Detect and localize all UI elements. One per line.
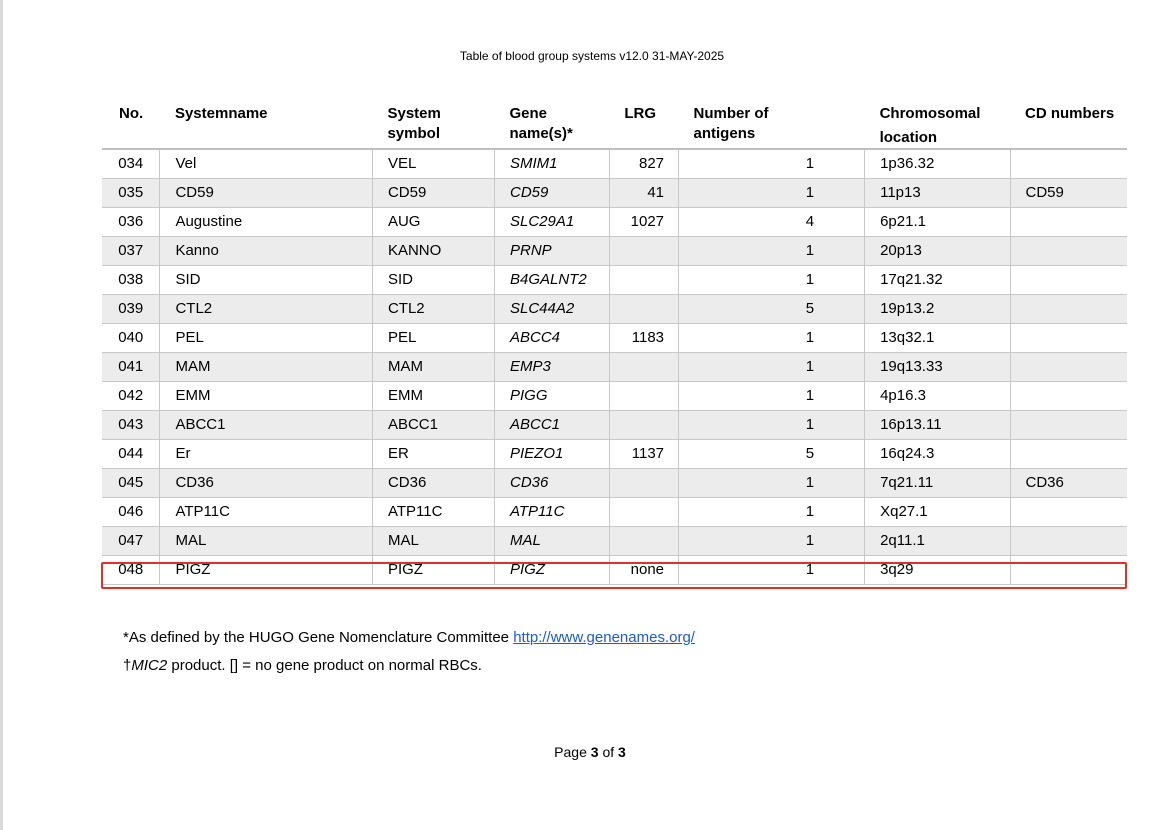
cell-gene-name: PIGG	[494, 381, 609, 410]
cell-systemname: EMM	[160, 381, 373, 410]
cell-no: 040	[102, 323, 160, 352]
table-row	[102, 236, 1127, 265]
cell-cd-number	[1010, 207, 1127, 236]
cell-cd-number	[1010, 149, 1127, 178]
cell-no: 041	[102, 352, 160, 381]
cell-antigens: 5	[679, 439, 865, 468]
cell-gene-name: ATP11C	[494, 497, 609, 526]
col-header-cd-numbers: CD numbers	[1010, 95, 1127, 149]
cell-no: 044	[102, 439, 160, 468]
cell-chromosomal-location: 19p13.2	[865, 294, 1010, 323]
cell-system-symbol: CTL2	[372, 294, 494, 323]
cell-no: 034	[102, 149, 160, 178]
cell-no: 036	[102, 207, 160, 236]
cell-antigens: 1	[679, 323, 865, 352]
cell-systemname: PEL	[160, 323, 373, 352]
cell-no: 039	[102, 294, 160, 323]
table-row	[102, 149, 1127, 178]
cell-cd-number	[1010, 410, 1127, 439]
cell-antigens: 5	[679, 294, 865, 323]
cell-antigens: 1	[679, 236, 865, 265]
cell-gene-name: SLC29A1	[494, 207, 609, 236]
cell-system-symbol: MAM	[372, 352, 494, 381]
cell-antigens: 1	[679, 497, 865, 526]
cell-antigens: 1	[679, 352, 865, 381]
cell-system-symbol: ABCC1	[372, 410, 494, 439]
page-current: 3	[590, 744, 599, 760]
table-row	[102, 497, 1127, 526]
cell-chromosomal-location: 3q29	[865, 555, 1010, 584]
table-row	[102, 352, 1127, 381]
cell-no: 047	[102, 526, 160, 555]
cell-cd-number: CD36	[1010, 468, 1127, 497]
cell-gene-name: PIGZ	[494, 555, 609, 584]
cell-gene-name: ABCC4	[494, 323, 609, 352]
cell-system-symbol: PIGZ	[372, 555, 494, 584]
cell-lrg: 1183	[609, 323, 678, 352]
cell-cd-number	[1010, 265, 1127, 294]
cell-gene-name: ABCC1	[494, 410, 609, 439]
page-edge	[0, 0, 3, 830]
genenames-link[interactable]: http://www.genenames.org/	[513, 629, 695, 646]
cell-antigens: 4	[679, 207, 865, 236]
cell-lrg	[609, 236, 678, 265]
cell-system-symbol: SID	[372, 265, 494, 294]
page-label: Page	[554, 744, 591, 760]
col-header-gene-names: Gene name(s)*	[494, 95, 609, 149]
cell-system-symbol: CD59	[372, 178, 494, 207]
cell-no: 045	[102, 468, 160, 497]
cell-cd-number	[1010, 439, 1127, 468]
cell-gene-name: PRNP	[494, 236, 609, 265]
cell-gene-name: CD59	[494, 178, 609, 207]
col-header-system-symbol: System symbol	[372, 95, 494, 149]
cell-lrg	[609, 381, 678, 410]
cell-cd-number	[1010, 236, 1127, 265]
col-header-systemname: Systemname	[160, 95, 373, 149]
footnote-hugo-text: *As defined by the HUGO Gene Nomenclature Committee	[123, 629, 514, 646]
cell-lrg	[609, 468, 678, 497]
table-row	[102, 410, 1127, 439]
cell-antigens: 1	[679, 265, 865, 294]
cell-lrg: 827	[609, 149, 678, 178]
cell-antigens: 1	[679, 178, 865, 207]
cell-systemname: Er	[160, 439, 373, 468]
footnote-mic2-text: product. [] = no gene product on normal RBCs.	[167, 657, 482, 674]
cell-system-symbol: VEL	[372, 149, 494, 178]
table-row	[102, 178, 1127, 207]
cell-gene-name: SLC44A2	[494, 294, 609, 323]
cell-systemname: PIGZ	[160, 555, 373, 584]
cell-no: 035	[102, 178, 160, 207]
cell-chromosomal-location: Xq27.1	[865, 497, 1010, 526]
cell-chromosomal-location: 2q11.1	[865, 526, 1010, 555]
document-header: Table of blood group systems v12.0 31-MAY-2025	[459, 49, 725, 63]
cell-antigens: 1	[679, 468, 865, 497]
page-number	[0, 744, 1172, 760]
cell-systemname: CTL2	[160, 294, 373, 323]
cell-antigens: 1	[679, 555, 865, 584]
table-row	[102, 526, 1127, 555]
table-row	[102, 294, 1127, 323]
cell-antigens: 1	[679, 149, 865, 178]
cell-gene-name: CD36	[494, 468, 609, 497]
cell-cd-number	[1010, 323, 1127, 352]
cell-chromosomal-location: 11p13	[865, 178, 1010, 207]
footnote-mic2	[123, 652, 695, 680]
cell-lrg: none	[609, 555, 678, 584]
cell-no: 048	[102, 555, 160, 584]
cell-lrg	[609, 352, 678, 381]
cell-no: 043	[102, 410, 160, 439]
footnote-mic2-gene: MIC2	[131, 657, 168, 674]
col-header-antigens: Number of antigens	[679, 95, 865, 149]
cell-system-symbol: AUG	[372, 207, 494, 236]
table-header-row	[102, 95, 1127, 149]
cell-chromosomal-location: 6p21.1	[865, 207, 1010, 236]
cell-chromosomal-location: 7q21.11	[865, 468, 1010, 497]
cell-lrg	[609, 410, 678, 439]
cell-no: 042	[102, 381, 160, 410]
cell-antigens: 1	[679, 381, 865, 410]
cell-system-symbol: ER	[372, 439, 494, 468]
cell-systemname: Augustine	[160, 207, 373, 236]
footnote-hugo	[123, 624, 695, 652]
cell-chromosomal-location: 19q13.33	[865, 352, 1010, 381]
cell-antigens: 1	[679, 526, 865, 555]
cell-system-symbol: EMM	[372, 381, 494, 410]
cell-systemname: ABCC1	[160, 410, 373, 439]
col-header-no: No.	[102, 95, 160, 149]
col-header-lrg: LRG	[609, 95, 678, 149]
cell-cd-number	[1010, 497, 1127, 526]
cell-system-symbol: PEL	[372, 323, 494, 352]
page-of: of	[598, 744, 619, 760]
cell-lrg	[609, 294, 678, 323]
cell-antigens: 1	[679, 410, 865, 439]
cell-no: 046	[102, 497, 160, 526]
cell-lrg	[609, 265, 678, 294]
cell-lrg: 1137	[609, 439, 678, 468]
cell-cd-number	[1010, 294, 1127, 323]
table-row	[102, 439, 1127, 468]
cell-lrg	[609, 497, 678, 526]
cell-gene-name: MAL	[494, 526, 609, 555]
cell-systemname: Vel	[160, 149, 373, 178]
col-header-chromosomal-location: Chromosomal location	[865, 95, 1010, 149]
cell-cd-number	[1010, 555, 1127, 584]
cell-system-symbol: CD36	[372, 468, 494, 497]
table-body	[102, 149, 1127, 584]
blood-group-table	[102, 95, 1127, 585]
footnotes	[123, 624, 695, 680]
cell-no: 038	[102, 265, 160, 294]
cell-chromosomal-location: 1p36.32	[865, 149, 1010, 178]
cell-system-symbol: ATP11C	[372, 497, 494, 526]
cell-no: 037	[102, 236, 160, 265]
dagger-symbol: †	[123, 657, 132, 674]
cell-systemname: CD36	[160, 468, 373, 497]
cell-chromosomal-location: 16q24.3	[865, 439, 1010, 468]
cell-system-symbol: MAL	[372, 526, 494, 555]
cell-systemname: SID	[160, 265, 373, 294]
cell-systemname: ATP11C	[160, 497, 373, 526]
cell-gene-name: EMP3	[494, 352, 609, 381]
cell-chromosomal-location: 4p16.3	[865, 381, 1010, 410]
table-row	[102, 207, 1127, 236]
cell-chromosomal-location: 13q32.1	[865, 323, 1010, 352]
cell-gene-name: PIEZO1	[494, 439, 609, 468]
table-row	[102, 265, 1127, 294]
table-row	[102, 323, 1127, 352]
table-row	[102, 381, 1127, 410]
cell-systemname: CD59	[160, 178, 373, 207]
table-row	[102, 468, 1127, 497]
cell-lrg	[609, 526, 678, 555]
cell-systemname: MAL	[160, 526, 373, 555]
cell-gene-name: B4GALNT2	[494, 265, 609, 294]
cell-lrg: 1027	[609, 207, 678, 236]
cell-system-symbol: KANNO	[372, 236, 494, 265]
cell-chromosomal-location: 20p13	[865, 236, 1010, 265]
cell-lrg: 41	[609, 178, 678, 207]
cell-cd-number	[1010, 526, 1127, 555]
cell-chromosomal-location: 17q21.32	[865, 265, 1010, 294]
cell-cd-number: CD59	[1010, 178, 1127, 207]
page-total: 3	[618, 744, 626, 760]
cell-cd-number	[1010, 381, 1127, 410]
cell-gene-name: SMIM1	[494, 149, 609, 178]
cell-chromosomal-location: 16p13.11	[865, 410, 1010, 439]
table-row	[102, 555, 1127, 584]
cell-systemname: Kanno	[160, 236, 373, 265]
cell-systemname: MAM	[160, 352, 373, 381]
cell-cd-number	[1010, 352, 1127, 381]
